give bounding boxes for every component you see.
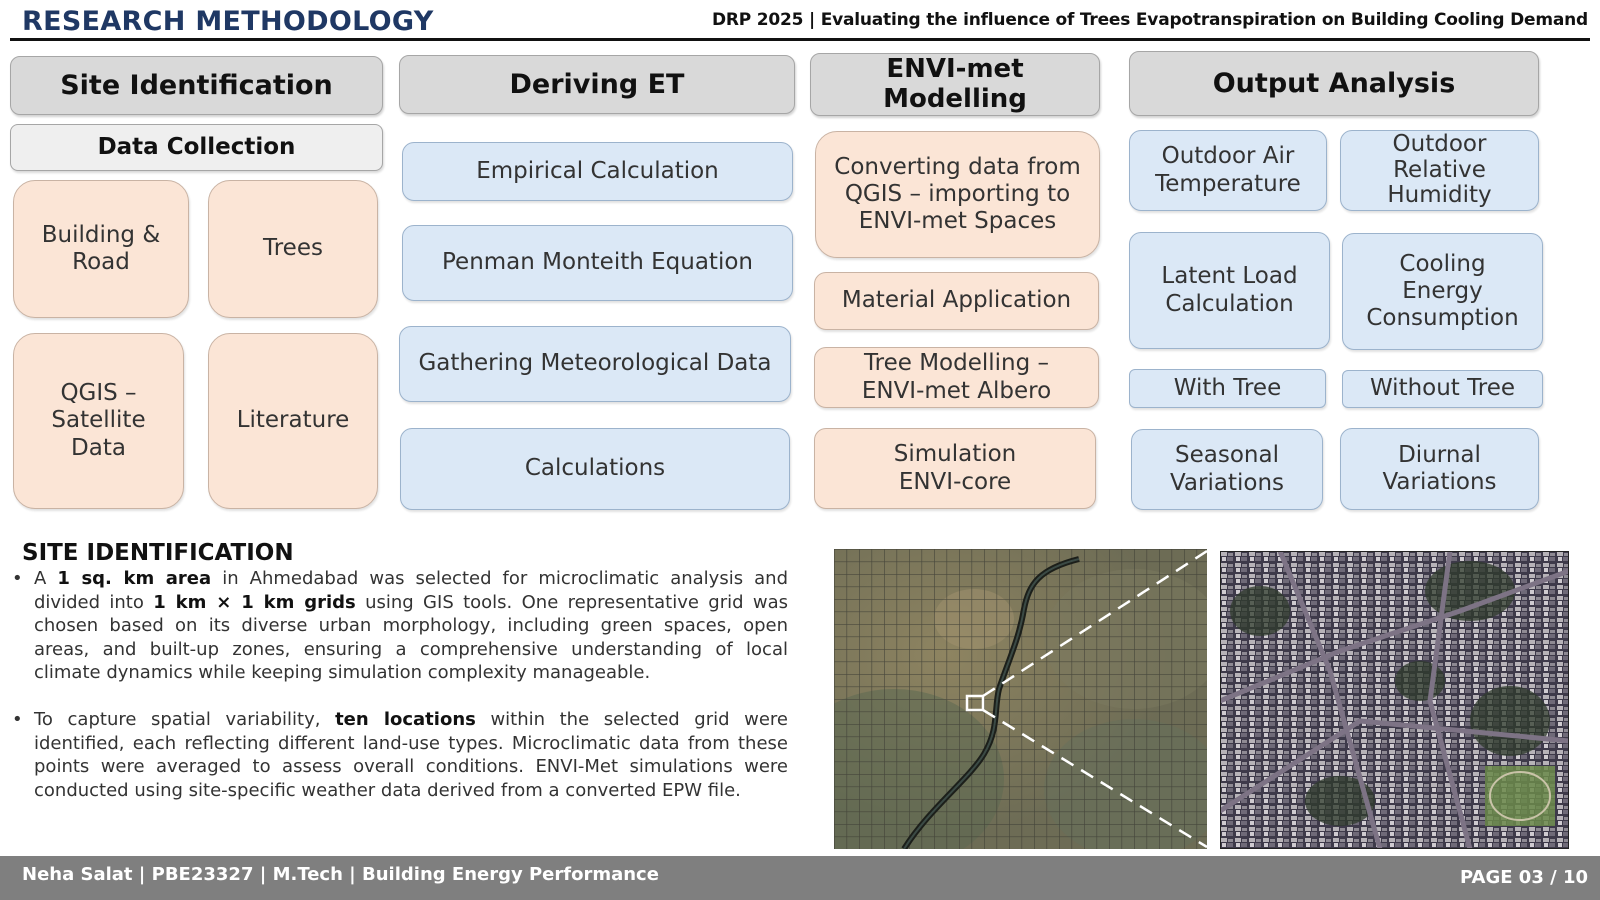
latent-load-calculation-box: Latent Load Calculation xyxy=(1129,232,1330,349)
bullet1-text-1: A xyxy=(34,568,58,589)
tree-modelling-box: Tree Modelling – ENVI-met Albero xyxy=(814,347,1099,408)
satellite-grid-map xyxy=(834,549,1207,849)
header-divider xyxy=(10,38,1590,41)
seasonal-variations-box: Seasonal Variations xyxy=(1131,429,1323,510)
qgis-satellite-box: QGIS – Satellite Data xyxy=(13,333,184,509)
deriving-et-heading: Deriving ET xyxy=(399,55,795,114)
penman-monteith-box: Penman Monteith Equation xyxy=(402,225,793,301)
output-analysis-heading: Output Analysis xyxy=(1129,51,1539,116)
envi-met-modelling-heading: ENVI-met Modelling xyxy=(810,53,1100,116)
site-identification-title: SITE IDENTIFICATION xyxy=(22,540,294,566)
literature-box: Literature xyxy=(208,333,378,509)
diurnal-variations-box: Diurnal Variations xyxy=(1340,428,1539,510)
with-tree-box: With Tree xyxy=(1129,369,1326,408)
cooling-energy-consumption-box: Cooling Energy Consumption xyxy=(1342,233,1543,350)
building-road-box: Building & Road xyxy=(13,180,189,318)
data-collection-heading: Data Collection xyxy=(10,124,383,171)
page-number: PAGE 03 / 10 xyxy=(1459,867,1588,888)
bullet-dot: • xyxy=(12,709,23,730)
bullet1-text-2: in Ahmedabad was selected for microclimatic analysis and divided into xyxy=(34,568,788,613)
site-identification-heading: Site Identification xyxy=(10,56,383,115)
outdoor-air-temperature-box: Outdoor Air Temperature xyxy=(1129,130,1327,211)
bullet1-bold-1: 1 sq. km area xyxy=(57,568,212,589)
bullet2-text-1: To capture spatial variability, xyxy=(34,709,336,730)
meteorological-data-box: Gathering Meteorological Data xyxy=(399,326,791,402)
simulation-envi-core-box: Simulation ENVI-core xyxy=(814,428,1096,509)
bullet2-bold-1: ten locations xyxy=(335,709,476,730)
page-title: RESEARCH METHODOLOGY xyxy=(22,6,434,37)
satellite-zoomed-map xyxy=(1220,551,1569,849)
bullet1-text-3: using GIS tools. One representative grid was chosen based on its diverse urban morphology, including green spaces, open areas, and built-up zones, ensuring a comprehensive understanding of local climate dynamics while keeping simulation complexity manageable. xyxy=(34,591,788,683)
material-application-box: Material Application xyxy=(814,272,1099,330)
outdoor-relative-humidity-box: Outdoor Relative Humidity xyxy=(1340,130,1539,211)
bullet2-text-2: within the selected grid were identified, each reflecting different land-use types. Microclimatic data from these points were averaged to assess overall conditions. ENVI-Met simulations were conducted using site-specific weather data derived from a converted EPW file. xyxy=(34,709,789,801)
trees-box: Trees xyxy=(208,180,378,318)
without-tree-box: Without Tree xyxy=(1342,370,1543,408)
calculations-box: Calculations xyxy=(400,428,790,510)
footer-author-info: Neha Salat | PBE23327 | M.Tech | Building Energy Performance xyxy=(22,864,659,885)
site-bullet-1 xyxy=(12,567,788,685)
bullet-dot: • xyxy=(12,568,23,589)
converting-data-box: Converting data from QGIS – importing to ENVI-met Spaces xyxy=(815,131,1100,258)
page-subtitle: DRP 2025 | Evaluating the influence of Trees Evapotranspiration on Building Cooling Demand xyxy=(711,10,1588,30)
bullet1-bold-2: 1 km × 1 km grids xyxy=(153,591,356,613)
empirical-calculation-box: Empirical Calculation xyxy=(402,142,793,201)
site-bullet-2 xyxy=(12,708,788,802)
